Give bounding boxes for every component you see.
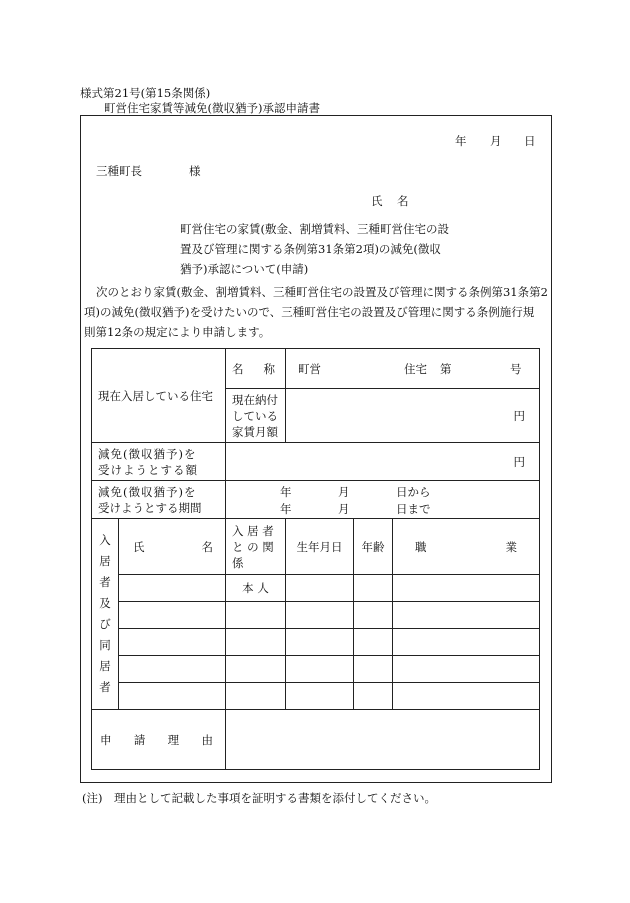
subject-line: 置及び管理に関する条例第31条第2項)の減免(徴収 (180, 242, 441, 256)
col-header-occupation: 職 業 (393, 519, 540, 575)
resident-occupation-cell[interactable] (393, 575, 540, 602)
resident-name-cell[interactable] (119, 656, 226, 683)
resident-birthdate-cell[interactable] (286, 683, 354, 710)
subject-block (180, 219, 540, 279)
resident-occupation-cell[interactable] (393, 602, 540, 629)
table-row (92, 629, 540, 656)
footnote: (注) 理由として記載した事項を証明する書類を添付してください。 (82, 791, 436, 805)
addressee-name: 三種町長 (96, 164, 142, 178)
reduction-period-label: 減免(徴収猶予)を 受けようとする期間 (92, 481, 226, 519)
resident-occupation-cell[interactable] (393, 629, 540, 656)
body-line: 則第12条の規定により申請します。 (84, 325, 271, 339)
body-paragraph (84, 282, 549, 342)
resident-age-cell[interactable] (354, 602, 393, 629)
subject-line: 町営住宅の家賃(敷金、割増賃料、三種町営住宅の設 (180, 222, 449, 236)
col-header-relation: 入 居 者 と の 関 係 (226, 519, 286, 575)
addressee-honorific: 様 (189, 164, 201, 178)
resident-relation-cell[interactable] (226, 629, 286, 656)
table-row (92, 602, 540, 629)
resident-name-cell[interactable] (119, 629, 226, 656)
resident-birthdate-cell[interactable] (286, 575, 354, 602)
resident-name-cell[interactable] (119, 575, 226, 602)
reason-label: 申 請 理 由 (92, 710, 226, 770)
subject-line: 猶予)承認について(申請) (180, 262, 309, 276)
col-header-birthdate: 生年月日 (286, 519, 354, 575)
table-row (92, 683, 540, 710)
applicant-label-1: 氏 (371, 194, 383, 208)
current-residence-label: 現在入居している住宅 (92, 349, 226, 443)
body-line: 項)の減免(徴収猶予)を受けたいので、三種町営住宅の設置及び管理に関する条例施行規 (84, 305, 535, 319)
resident-relation-cell[interactable] (226, 602, 286, 629)
application-table (91, 348, 540, 770)
resident-age-cell[interactable] (354, 575, 393, 602)
resident-occupation-cell[interactable] (393, 656, 540, 683)
reduction-amount-field[interactable] (226, 443, 540, 481)
yen-unit: 円 (513, 454, 526, 469)
name-label: 名 称 (226, 349, 286, 389)
col-header-age: 年齢 (354, 519, 393, 575)
resident-relation-cell[interactable] (226, 683, 286, 710)
body-line: 次のとおり家賃(敷金、割増賃料、三種町営住宅の設置及び管理に関する条例第31条第2 (96, 285, 548, 299)
form-title: 町営住宅家賃等減免(徴収猶予)承認申請書 (104, 101, 320, 115)
reduction-amount-label: 減免(徴収猶予)を 受けようとする額 (92, 443, 226, 481)
reason-field[interactable] (226, 710, 540, 770)
residence-name-value[interactable]: 町営 住宅 第 号 (286, 349, 540, 389)
resident-birthdate-cell[interactable] (286, 656, 354, 683)
resident-age-cell[interactable] (354, 656, 393, 683)
residents-side-label: 入 居 者 及 び 同 居 者 (92, 519, 119, 710)
resident-birthdate-cell[interactable] (286, 602, 354, 629)
reduction-period-field[interactable]: 年 月 日から 年 月 日まで (226, 481, 540, 519)
resident-age-cell[interactable] (354, 629, 393, 656)
resident-name-cell[interactable] (119, 683, 226, 710)
self-label: 本 人 (226, 575, 286, 602)
resident-relation-cell[interactable] (226, 656, 286, 683)
resident-birthdate-cell[interactable] (286, 629, 354, 656)
applicant-label-2: 名 (397, 194, 409, 208)
rent-amount-field[interactable] (286, 389, 540, 443)
rent-label: 現在納付 している 家賃月額 (226, 389, 286, 443)
date-day: 日 (524, 134, 536, 148)
date-year: 年 (455, 134, 467, 148)
resident-occupation-cell[interactable] (393, 683, 540, 710)
table-row (92, 575, 540, 602)
resident-age-cell[interactable] (354, 683, 393, 710)
date-month: 月 (490, 134, 502, 148)
yen-unit: 円 (513, 408, 526, 423)
resident-name-cell[interactable] (119, 602, 226, 629)
col-header-name: 氏 名 (119, 519, 226, 575)
form-number: 様式第21号(第15条関係) (80, 86, 211, 100)
table-row (92, 656, 540, 683)
